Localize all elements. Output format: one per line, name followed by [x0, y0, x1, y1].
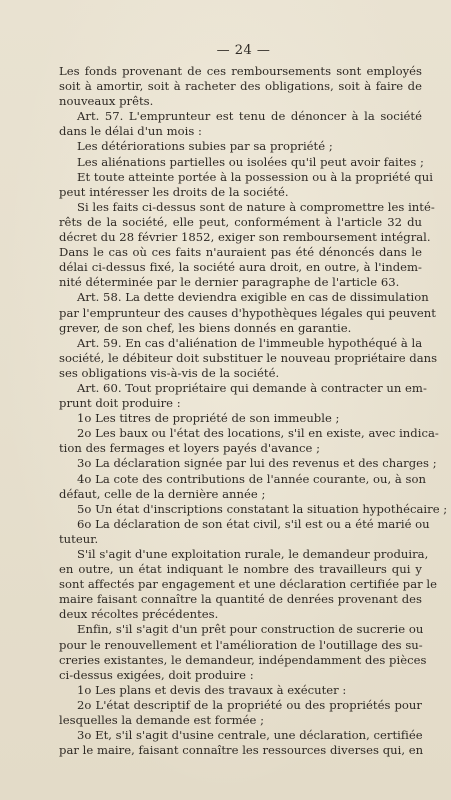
- text-line: 3o Et, s'il s'agit d'usine centrale, une déclaration, certifiée: [77, 728, 423, 743]
- text-line: Dans le cas où ces faits n'auraient pas été dénoncés dans le: [59, 245, 422, 260]
- text-line: S'il s'agit d'une exploitation rurale, le demandeur produira,: [77, 547, 429, 561]
- text-line: Les aliénations partielles ou isolées qu'il peut avoir faites ;: [77, 154, 424, 169]
- text-line: 4o La cote des contributions de l'année courante, ou, à son: [77, 471, 426, 486]
- text-line: deux récoltes précédentes.: [59, 607, 219, 622]
- text-line: société, le débiteur doit substituer le nouveau propriétaire dans: [59, 350, 438, 365]
- text-line: tion des fermages et loyers payés d'avance ;: [59, 441, 321, 456]
- text-line: nité déterminée par le dernier paragraphe de l'article 63.: [59, 275, 400, 290]
- text-line: 3o La déclaration signée par lui des revenus et des charges ;: [77, 456, 437, 471]
- text-line: tuteur.: [59, 531, 99, 546]
- body-text: [59, 64, 448, 758]
- text-line: Enfin, s'il s'agit d'un prêt pour construction de sucrerie ou: [77, 622, 424, 637]
- text-line: par le maire, faisant connaître les ressources diverses qui, en: [59, 743, 424, 758]
- text-line: 5o Un état d'inscriptions constatant la situation hypothécaire ;: [77, 501, 448, 516]
- text-line: maire faisant connaître la quantité de denrées provenant des: [59, 592, 422, 607]
- text-line: décret du 28 février 1852, exiger son remboursement intégral.: [59, 230, 431, 245]
- text-line: délai ci-dessus fixé, la société aura droit, en outre, à l'indem-: [59, 260, 422, 275]
- text-line: pour le renouvellement et l'amélioration de l'outillage des su-: [59, 637, 423, 652]
- text-line: nouveaux prêts.: [59, 94, 154, 109]
- text-line: 1o Les plans et devis des travaux à exécuter :: [77, 682, 347, 697]
- text-line: Les fonds provenant de ces remboursements sont employés: [59, 64, 422, 78]
- text-line: 6o La déclaration de son état civil, s'il est ou a été marié ou: [77, 516, 430, 531]
- text-line: lesquelles la demande est formée ;: [59, 713, 265, 728]
- text-line: par l'emprunteur des causes d'hypothèques légales qui peuvent: [59, 305, 436, 320]
- text-line: Si les faits ci-dessus sont de nature à compromettre les inté-: [77, 199, 435, 214]
- text-line: Et toute atteinte portée à la possession ou à la propriété qui: [77, 169, 433, 184]
- text-line: creries existantes, le demandeur, indépendamment des pièces: [59, 652, 427, 667]
- page-number: — 24 —: [216, 43, 271, 58]
- text-line: sont affectés par engagement et une déclaration certifiée par le: [59, 577, 438, 592]
- text-line: 1o Les titres de propriété de son immeuble ;: [77, 411, 340, 426]
- text-line: dans le délai d'un mois :: [59, 124, 202, 139]
- text-line: soit à amortir, soit à racheter des obligations, soit à faire de: [59, 79, 422, 94]
- page-text: [59, 42, 448, 758]
- text-line: ses obligations vis-à-vis de la société.: [59, 365, 280, 380]
- text-line: en outre, un état indiquant le nombre des travailleurs qui y: [59, 562, 422, 577]
- text-line: Art. 60. Tout propriétaire qui demande à contracter un em-: [77, 380, 427, 395]
- text-line: peut intéresser les droits de la société.: [59, 184, 289, 199]
- text-line: Les détériorations subies par sa propriété ;: [77, 139, 333, 154]
- text-line: Art. 59. En cas d'aliénation de l'immeuble hypothéqué à la: [77, 335, 423, 350]
- text-line: Art. 57. L'emprunteur est tenu de dénoncer à la société: [77, 109, 422, 124]
- text-line: rêts de la société, elle peut, conformément à l'article 32 du: [59, 214, 422, 229]
- text-line: défaut, celle de la dernière année ;: [59, 486, 266, 501]
- text-line: 2o L'état descriptif de la propriété ou des propriétés pour: [77, 697, 422, 712]
- text-line: prunt doit produire :: [59, 396, 181, 411]
- text-line: Art. 58. La dette deviendra exigible en cas de dissimulation: [77, 290, 429, 305]
- text-line: grever, de son chef, les biens donnés en garantie.: [59, 320, 352, 335]
- text-line: 2o Les baux ou l'état des locations, s'il en existe, avec indica-: [77, 426, 439, 441]
- text-line: ci-dessus exigées, doit produire :: [59, 667, 254, 682]
